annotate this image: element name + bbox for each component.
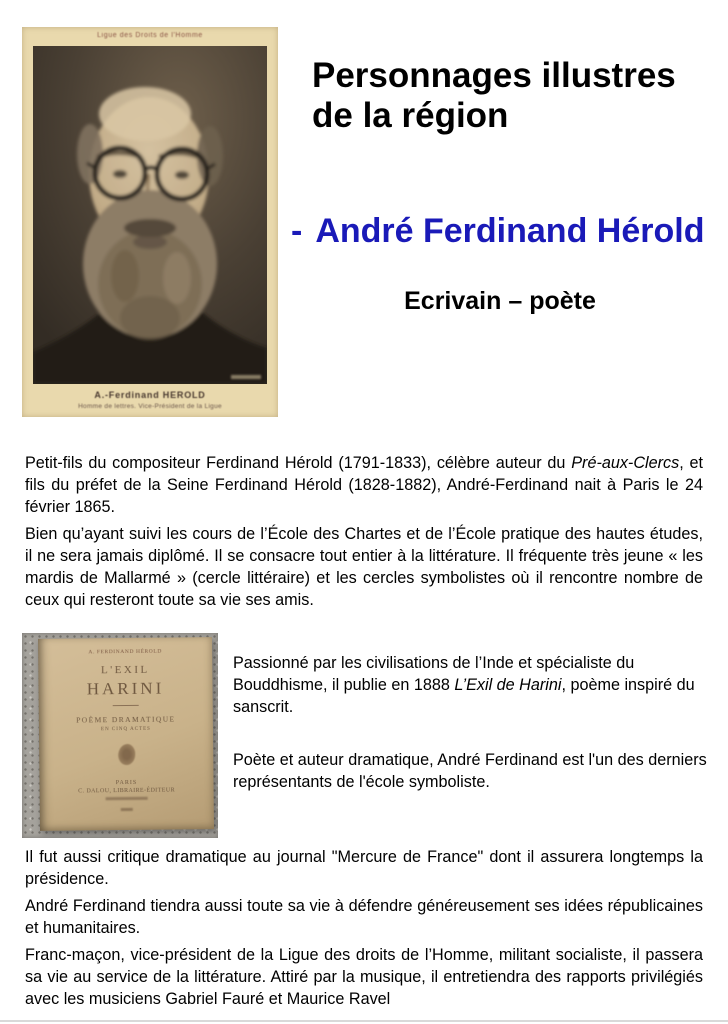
book-cover xyxy=(38,637,214,831)
book-side-paragraphs xyxy=(233,652,711,793)
portrait-postcard xyxy=(22,27,278,417)
paragraph-ideas: André Ferdinand tiendra aussi toute sa vie à défendre généreusement ses idées républicaines et humanitaires. xyxy=(25,897,703,937)
page-title-line2: de la région xyxy=(312,96,509,135)
paragraph-freemason: Franc-maçon, vice-président de la Ligue des droits de l’Homme, militant socialiste, il passera sa vie au service de la littérature. Attiré par la musique, il entretiendra des rapports privilégiés avec les musiciens Gabriel Fauré et Maurice Ravel xyxy=(25,946,703,1008)
book-city: PARIS xyxy=(115,779,138,787)
paragraph-birth-italic: Pré-aux-Clercs xyxy=(571,454,680,472)
paragraph-birth-post: , et fils du préfet de la Seine Ferdinand Hérold (1828-1882), André-Ferdinand nait à Paris le 24 février 1865. xyxy=(25,454,704,516)
photo-credit-mark xyxy=(231,375,261,379)
book-year-mark xyxy=(121,808,133,811)
portrait-illustration xyxy=(33,46,267,384)
book-title-line1: L'EXIL xyxy=(100,663,150,677)
paragraph-india-pre: Passionné par les civilisations de l’Inde et spécialiste du Bouddhisme, il publie en 1888 xyxy=(233,654,635,694)
book-publisher: C. DALOU, LIBRAIRE-ÉDITEUR xyxy=(78,787,175,795)
postcard-caption-name: A.-Ferdinand HEROLD xyxy=(94,390,206,400)
portrait-photo xyxy=(33,46,267,384)
paragraph-symbolist: Poète et auteur dramatique, André Ferdinand est l'un des derniers représentants de l'école symboliste. xyxy=(233,751,707,791)
book-ornament xyxy=(118,744,135,765)
person-name: André Ferdinand Hérold xyxy=(315,212,705,250)
paragraph-critic: Il fut aussi critique dramatique au journal "Mercure de France" dont il assurera longtemps la présidence. xyxy=(25,848,703,888)
book-rule xyxy=(113,705,139,706)
page-title-line1: Personnages illustres xyxy=(312,56,676,95)
paragraph-birth xyxy=(25,452,703,518)
book-title-line2: HARINI xyxy=(86,678,165,699)
book-author: A. FERDINAND HÉROLD xyxy=(88,648,162,656)
paragraph-india-italic: L’Exil de Harini xyxy=(454,676,562,694)
paragraph-india xyxy=(233,652,711,718)
paragraph-birth-pre: Petit-fils du compositeur Ferdinand Hérold (1791-1833), célèbre auteur du xyxy=(25,454,572,472)
closing-paragraphs xyxy=(25,846,703,1015)
page-title xyxy=(312,56,714,136)
paragraph-studies: Bien qu’ayant suivi les cours de l’École des Chartes et de l’École pratique des hautes études, il ne sera jamais diplômé. Il se consacre tout entier à la littérature. Il fréquente très jeune « les mardis de Mallarmé » (cercle littéraire) et les cercles symbolistes où il rencontre nombre de ceux qui resteront toute sa vie ses amis. xyxy=(25,525,703,609)
person-role: Ecrivain – poète xyxy=(404,287,596,315)
person-name-heading xyxy=(291,210,704,252)
paragraph-india-post: , poème inspiré du sanscrit. xyxy=(233,676,695,716)
postcard-caption-role: Homme de lettres. Vice-Président de la Ligue xyxy=(78,403,222,410)
intro-paragraphs xyxy=(25,452,703,616)
subtitle-dash: - xyxy=(291,212,303,250)
postcard-top-caption: Ligue des Droits de l'Homme xyxy=(97,32,203,39)
page-bottom-edge-line xyxy=(0,1020,728,1022)
book-subtitle2: EN CINQ ACTES xyxy=(100,726,151,733)
book-subtitle: POÈME DRAMATIQUE xyxy=(76,714,176,725)
book-address-mark xyxy=(106,797,148,800)
book-cover-photo xyxy=(22,633,218,838)
